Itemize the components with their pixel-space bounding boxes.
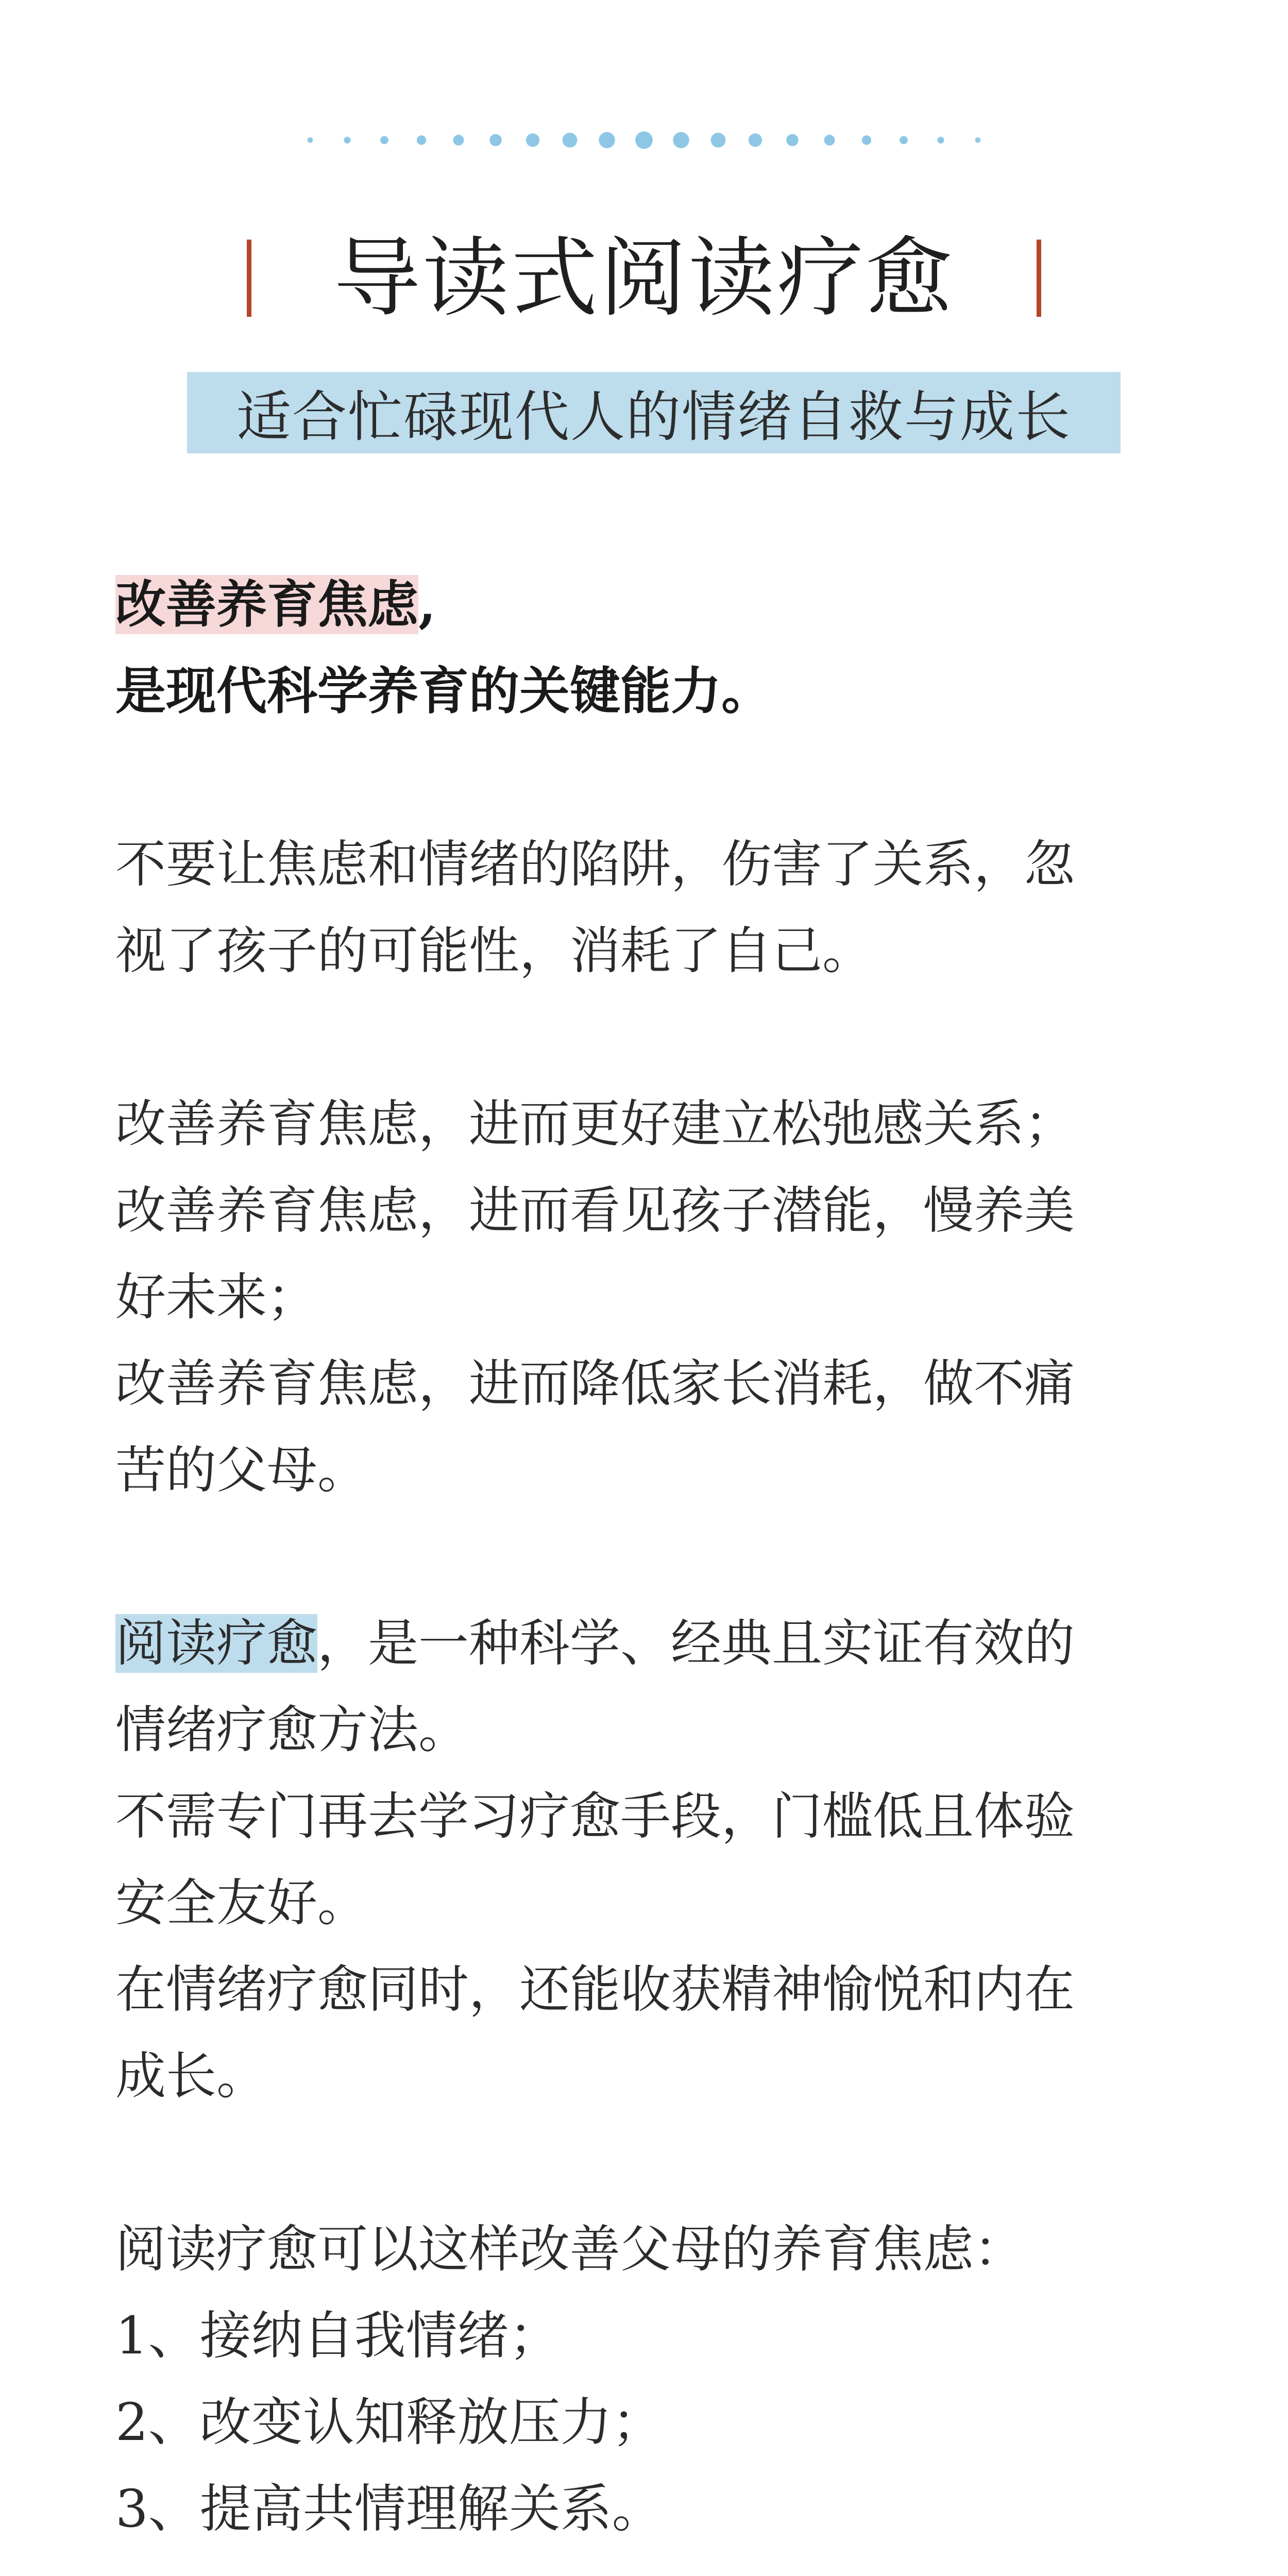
divider-dot: [824, 135, 835, 146]
subtitle-banner: [187, 372, 1121, 453]
title-left-bar: [247, 240, 251, 317]
divider-dot: [900, 136, 908, 144]
p3-line-4: 安全友好。: [115, 1874, 368, 1933]
p3-highlight: 阅读疗愈: [115, 1614, 318, 1673]
page-title: 导读式阅读疗愈: [334, 228, 954, 329]
intro-highlight: 改善养育焦虑: [115, 575, 419, 634]
divider-dot: [749, 133, 762, 147]
divider-dot: [786, 134, 799, 146]
intro-highlight-suffix: ,: [418, 575, 436, 634]
benefit-list: [115, 2293, 1166, 2552]
p3-line-5: 在情绪疗愈同时，还能收获精神愉悦和内在: [115, 1960, 1075, 2019]
subtitle: 适合忙碌现代人的情绪自救与成长: [236, 385, 1071, 449]
p3-line-6: 成长。: [115, 2047, 267, 2106]
divider-dot: [711, 133, 726, 148]
title-right-bar: [1037, 240, 1041, 317]
article-body: [115, 562, 1166, 2552]
list-item: 1、接纳自我情绪；: [115, 2306, 561, 2366]
divider-dot: [453, 135, 464, 146]
spacer: [115, 994, 1166, 1081]
list-item: 3、提高共情理解关系。: [115, 2479, 664, 2539]
divider-dot: [862, 135, 871, 145]
divider-dot: [975, 138, 981, 143]
title-row: [0, 227, 1288, 330]
p2-line-4: 改善养育焦虑，进而降低家长消耗，做不痛: [115, 1354, 1075, 1413]
spacer: [115, 2120, 1166, 2206]
p1-line-2: 视了孩子的可能性，消耗了自己。: [115, 922, 873, 980]
p2-line-5: 苦的父母。: [115, 1441, 368, 1500]
divider-dot: [380, 136, 388, 144]
p4-line-1: 阅读疗愈可以这样改善父母的养育焦虑：: [115, 2220, 1025, 2279]
divider-dot: [599, 132, 615, 148]
divider-dot: [937, 137, 944, 143]
divider-dot: [344, 137, 350, 143]
p2-line-2: 改善养育焦虑，进而看见孩子潜能，慢养美: [115, 1181, 1075, 1240]
p3-line-3: 不需专门再去学习疗愈手段，门槛低且体验: [115, 1787, 1075, 1846]
divider-dot: [526, 133, 539, 147]
divider-dot: [563, 133, 578, 148]
spacer: [115, 1514, 1166, 1600]
p2-line-1: 改善养育焦虑，进而更好建立松弛感关系；: [115, 1095, 1075, 1154]
dotted-divider: [0, 127, 1288, 153]
p3-line-2: 情绪疗愈方法。: [115, 1701, 469, 1759]
p2-line-3: 好未来；: [115, 1268, 318, 1327]
p3-line-1-rest: ，是一种科学、经典且实证有效的: [317, 1614, 1075, 1673]
p3-line-1: [115, 1600, 1166, 1687]
intro-line-1: [115, 562, 1166, 648]
divider-dot: [673, 132, 689, 148]
divider-dot: [417, 135, 426, 145]
divider-dot: [308, 138, 313, 143]
p1-line-1: 不要让焦虑和情绪的陷阱，伤害了关系，忽: [115, 835, 1075, 894]
intro-line-2: 是现代科学养育的关键能力。: [115, 662, 772, 721]
divider-dot: [635, 131, 653, 149]
spacer: [115, 735, 1166, 821]
list-item: 2、改变认知释放压力；: [115, 2392, 664, 2452]
divider-dot: [489, 134, 502, 146]
